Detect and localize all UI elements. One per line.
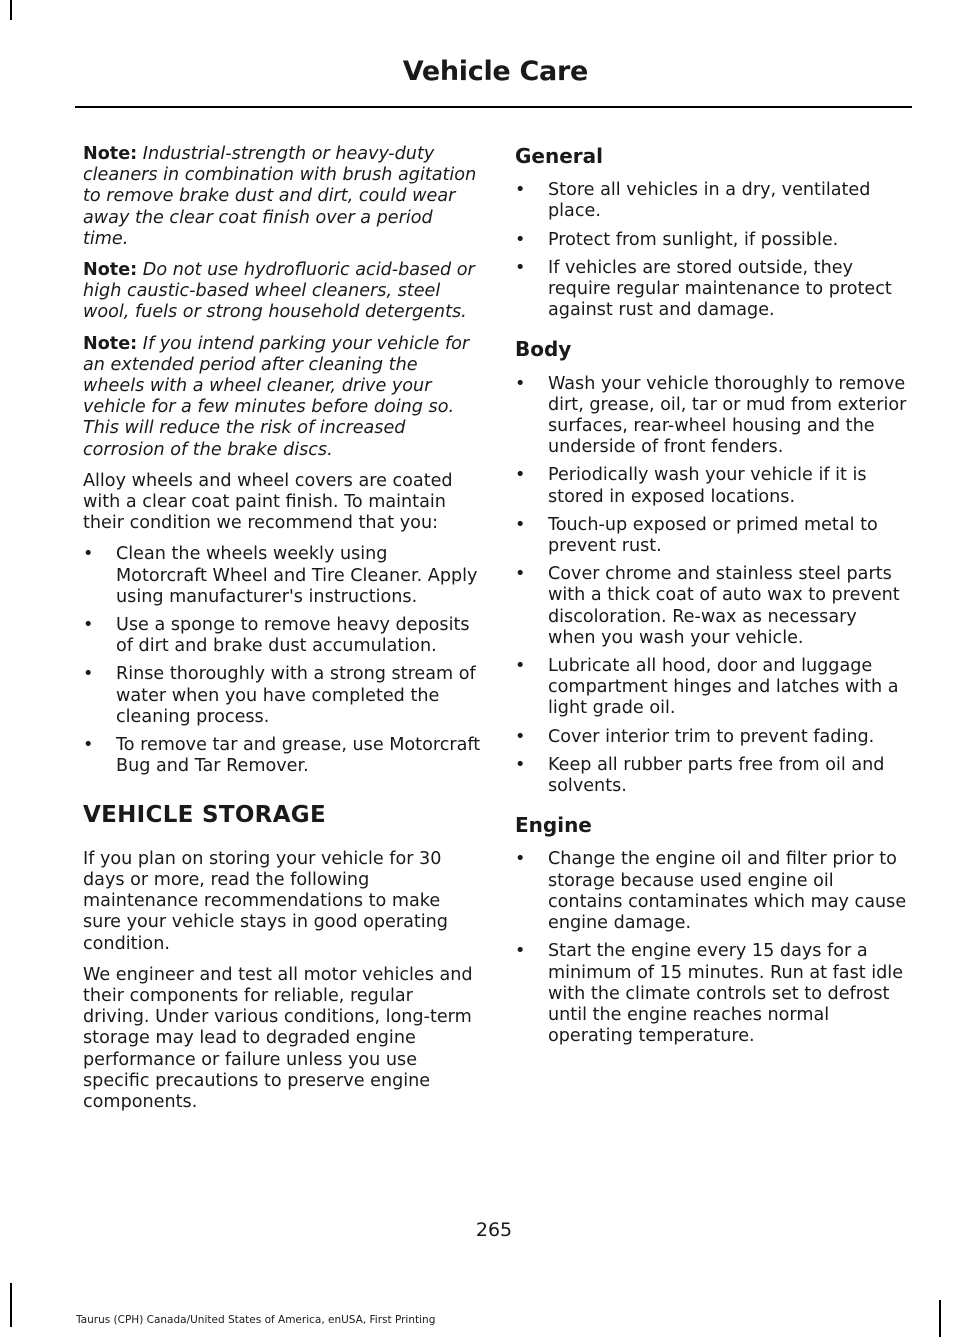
list-item: • Rinse thoroughly with a strong stream of water when you have completed the cleaning process. xyxy=(83,664,476,727)
storage-paragraph-2: We engineer and test all motor vehicles and their components for reliable, regular driving. Under various conditions, long-term storage may lead to degraded engine performance or failure unless you use specific precautions to preserve engine components. xyxy=(83,964,473,1112)
wheel-intro-paragraph: Alloy wheels and wheel covers are coated with a clear coat paint finish. To maintain their condition we recommend that you: xyxy=(83,470,453,534)
header-rule xyxy=(75,106,912,108)
bullet-icon: • xyxy=(515,941,526,962)
page-title: Vehicle Care xyxy=(402,56,588,87)
bullet-icon: • xyxy=(515,229,526,250)
bullet-icon: • xyxy=(83,735,94,756)
crop-mark-bottom-right xyxy=(939,1300,941,1337)
general-list xyxy=(515,180,907,321)
list-item: • Use a sponge to remove heavy deposits of dirt and brake dust accumulation. xyxy=(83,615,470,657)
bullet-icon: • xyxy=(83,544,94,565)
list-item: • Clean the wheels weekly using Motorcraft Wheel and Tire Cleaner. Apply using manufacturer's instructions. xyxy=(83,544,478,607)
list-item: • Keep all rubber parts free from oil and solvents. xyxy=(515,754,885,797)
engine-list xyxy=(515,849,907,1047)
note-3: Note: If you intend parking your vehicle for an extended period after cleaning the wheels with a wheel cleaner, drive your vehicle for a few minutes before doing so. This will reduce the risk of increased corrosion of the brake discs. xyxy=(83,333,470,460)
list-item: • Store all vehicles in a dry, ventilated place. xyxy=(515,180,871,222)
list-item: • Wash your vehicle thoroughly to remove dirt, grease, oil, tar or mud from exterior surfaces, rear-wheel housing and the underside of front fenders. xyxy=(515,373,907,458)
list-item: • Cover interior trim to prevent fading. xyxy=(515,726,875,747)
bullet-icon: • xyxy=(515,849,526,870)
crop-mark-bottom-left xyxy=(10,1283,12,1327)
list-item: • If vehicles are stored outside, they require regular maintenance to protect against rust and damage. xyxy=(515,257,892,321)
list-item: • Change the engine oil and filter prior to storage because used engine oil contains contaminates which may cause engine damage. xyxy=(515,849,907,934)
note-2: Note: Do not use hydrofluoric acid-based or high caustic-based wheel cleaners, steel wool, fuels or strong household detergents. xyxy=(83,260,475,323)
bullet-icon: • xyxy=(515,373,526,394)
list-item: • To remove tar and grease, use Motorcraft Bug and Tar Remover. xyxy=(83,735,481,777)
bullet-icon: • xyxy=(83,615,94,636)
subheading-body: Body xyxy=(515,337,572,362)
list-item: • Protect from sunlight, if possible. xyxy=(515,229,839,250)
crop-mark-top-left xyxy=(10,0,12,20)
list-item: • Touch-up exposed or primed metal to prevent rust. xyxy=(515,514,878,557)
list-item: • Lubricate all hood, door and luggage compartment hinges and latches with a light grade oil. xyxy=(515,656,899,719)
bullet-icon: • xyxy=(515,257,526,278)
bullet-icon: • xyxy=(515,465,526,486)
list-item: • Start the engine every 15 days for a minimum of 15 minutes. Run at fast idle with the climate controls set to defrost until the engine reaches normal operating temperature. xyxy=(515,941,904,1047)
bullet-icon: • xyxy=(515,514,526,535)
storage-paragraph-1: If you plan on storing your vehicle for 30 days or more, read the following maintenance recommendations to make sure your vehicle stays in good operating condition. xyxy=(83,848,448,954)
wheel-care-list xyxy=(83,544,483,777)
page-number: 265 xyxy=(475,1219,513,1241)
subheading-general: General xyxy=(515,144,603,168)
note-1: Note: Industrial-strength or heavy-duty cleaners in combination with brush agitation to remove brake dust and dirt, could wear away the clear coat finish over a period time. xyxy=(83,144,477,249)
section-heading-vehicle-storage: VEHICLE STORAGE xyxy=(83,802,326,829)
footer-text: Taurus (CPH) Canada/United States of America, enUSA, First Printing xyxy=(76,1314,436,1326)
subheading-engine: Engine xyxy=(515,813,592,838)
bullet-icon: • xyxy=(515,564,526,585)
left-column xyxy=(83,144,483,1123)
body-list xyxy=(515,374,907,798)
right-column xyxy=(515,144,907,1057)
list-item: • Periodically wash your vehicle if it is stored in exposed locations. xyxy=(515,465,867,507)
bullet-icon: • xyxy=(515,656,526,677)
bullet-icon: • xyxy=(515,180,526,201)
bullet-icon: • xyxy=(83,664,94,685)
bullet-icon: • xyxy=(515,726,526,747)
list-item: • Cover chrome and stainless steel parts with a thick coat of auto wax to prevent discoloration. Re-wax as necessary when you wash your vehicle. xyxy=(515,564,900,648)
bullet-icon: • xyxy=(515,754,526,775)
